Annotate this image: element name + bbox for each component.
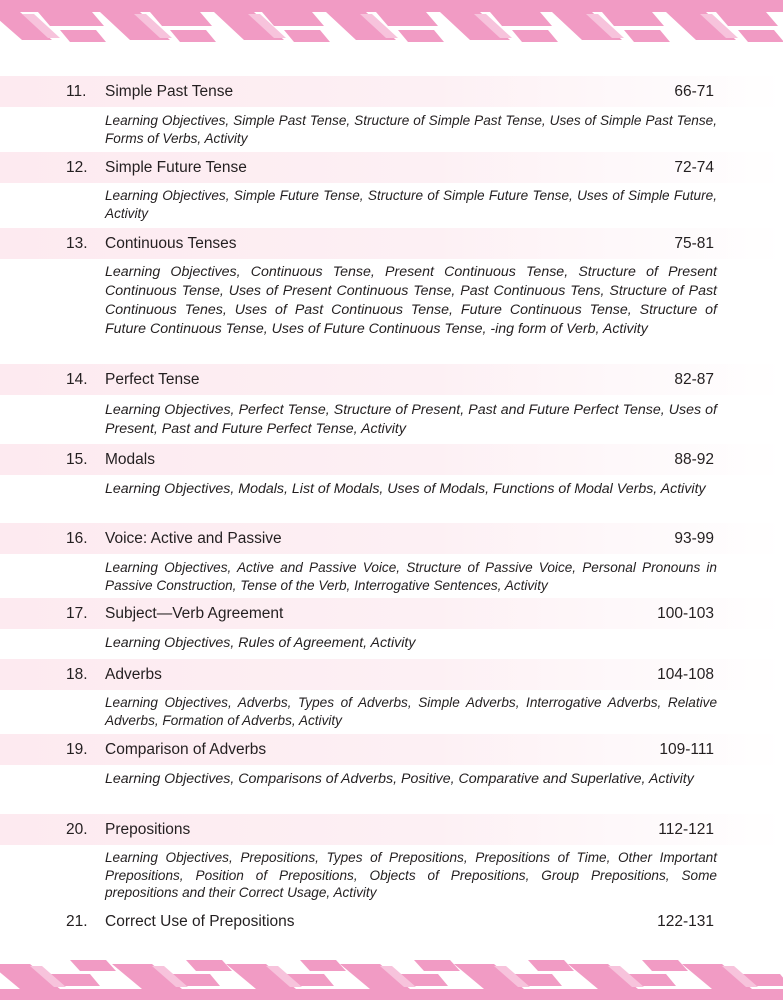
page-range: 93-99 — [674, 530, 714, 547]
page-range: 122-131 — [657, 913, 714, 930]
chapter-topics: Learning Objectives, Adverbs, Types of Adverbs, Simple Adverbs, Interrogative Adverbs, Relative Adverbs, Formation of Adverbs, Activity — [105, 695, 717, 728]
page-range: 72-74 — [674, 159, 714, 176]
page-range: 88-92 — [674, 451, 714, 468]
page-range: 82-87 — [674, 371, 714, 388]
entry-heading-row — [0, 152, 783, 183]
page-range: 104-108 — [657, 666, 714, 683]
entry-heading-row — [0, 523, 783, 554]
entry-heading-row — [0, 364, 783, 395]
toc-entry — [0, 444, 783, 497]
chapter-number: 11. — [66, 83, 87, 100]
chapter-topics: Learning Objectives, Perfect Tense, Structure of Present, Past and Future Perfect Tense, Uses of Present, Past and Future Perfect Tense, Activity — [105, 402, 717, 437]
chapter-number: 19. — [66, 741, 88, 758]
chapter-title: Continuous Tenses — [105, 235, 237, 252]
chapter-title: Voice: Active and Passive — [105, 530, 282, 547]
toc-entry — [0, 364, 783, 437]
entry-heading-row — [0, 76, 783, 107]
toc-entry — [0, 734, 783, 787]
toc-entry — [0, 906, 783, 937]
toc-entry — [0, 814, 783, 900]
page-range: 66-71 — [674, 83, 714, 100]
chapter-number: 16. — [66, 530, 88, 547]
chapter-topics: Learning Objectives, Modals, List of Modals, Uses of Modals, Functions of Modal Verbs, Activity — [105, 481, 706, 497]
entry-heading-row — [0, 444, 783, 475]
chapter-number: 18. — [66, 666, 88, 683]
chapter-topics: Learning Objectives, Active and Passive Voice, Structure of Passive Voice, Personal Pronouns in Passive Construction, Tense of the Verb, Interrogative Sentences, Activity — [105, 560, 717, 593]
page-range: 100-103 — [657, 605, 714, 622]
entry-heading-row — [0, 598, 783, 629]
entry-heading-row — [0, 734, 783, 765]
chapter-topics: Learning Objectives, Rules of Agreement, Activity — [105, 635, 416, 651]
chapter-topics: Learning Objectives, Simple Future Tense, Structure of Simple Future Tense, Uses of Simple Future, Activity — [105, 188, 717, 221]
entry-heading-row — [0, 814, 783, 845]
chapter-topics: Learning Objectives, Continuous Tense, Present Continuous Tense, Structure of Present Continuous Tense, Uses of Present Continuous Tense, Past Continuous Tens, Structure of Past Continuous Tenes, Uses of Past Continuous Tense, Future Continuous Tense, Structure of Future Continuous Tense, Uses of Future Continuous Tense, -ing form of Verb, Activity — [105, 264, 717, 337]
toc-entry — [0, 76, 783, 146]
chapter-topics: Learning Objectives, Simple Past Tense, Structure of Simple Past Tense, Uses of Simple Past Tense, Forms of Verbs, Activity — [105, 113, 717, 146]
chapter-title: Subject—Verb Agreement — [105, 605, 284, 622]
chapter-title: Correct Use of Prepositions — [105, 913, 295, 930]
toc-entry — [0, 228, 783, 337]
chapter-title: Simple Future Tense — [105, 159, 247, 176]
chapter-number: 14. — [66, 371, 88, 388]
chapter-number: 12. — [66, 159, 88, 176]
chapter-title: Prepositions — [105, 821, 191, 838]
page-range: 109-111 — [659, 741, 714, 758]
toc-entry — [0, 152, 783, 221]
entry-heading-row — [0, 228, 783, 259]
chapter-title: Modals — [105, 451, 155, 468]
chapter-title: Adverbs — [105, 666, 162, 683]
bottom-decorative-border — [0, 956, 783, 1000]
chapter-topics: Learning Objectives, Comparisons of Adverbs, Positive, Comparative and Superlative, Activity — [105, 771, 694, 787]
chapter-number: 17. — [66, 605, 88, 622]
toc-entry — [0, 523, 783, 593]
toc-entry — [0, 598, 783, 651]
page-range: 75-81 — [674, 235, 714, 252]
chapter-number: 21. — [66, 913, 88, 930]
chapter-topics: Learning Objectives, Prepositions, Types of Prepositions, Prepositions of Time, Other Important Prepositions, Position of Prepositions, Objects of Prepositions, Group Prepositions, Some prepositions and their Correct Usage, Activity — [105, 850, 717, 900]
chapter-title: Perfect Tense — [105, 371, 200, 388]
page-range: 112-121 — [658, 821, 714, 838]
toc-entry — [0, 659, 783, 728]
chapter-number: 13. — [66, 235, 88, 252]
chapter-title: Comparison of Adverbs — [105, 741, 267, 758]
entry-heading-row — [0, 906, 783, 937]
chapter-number: 15. — [66, 451, 88, 468]
top-decorative-border — [0, 0, 783, 46]
chapter-number: 20. — [66, 821, 88, 838]
entry-heading-row — [0, 659, 783, 690]
chapter-title: Simple Past Tense — [105, 83, 234, 100]
